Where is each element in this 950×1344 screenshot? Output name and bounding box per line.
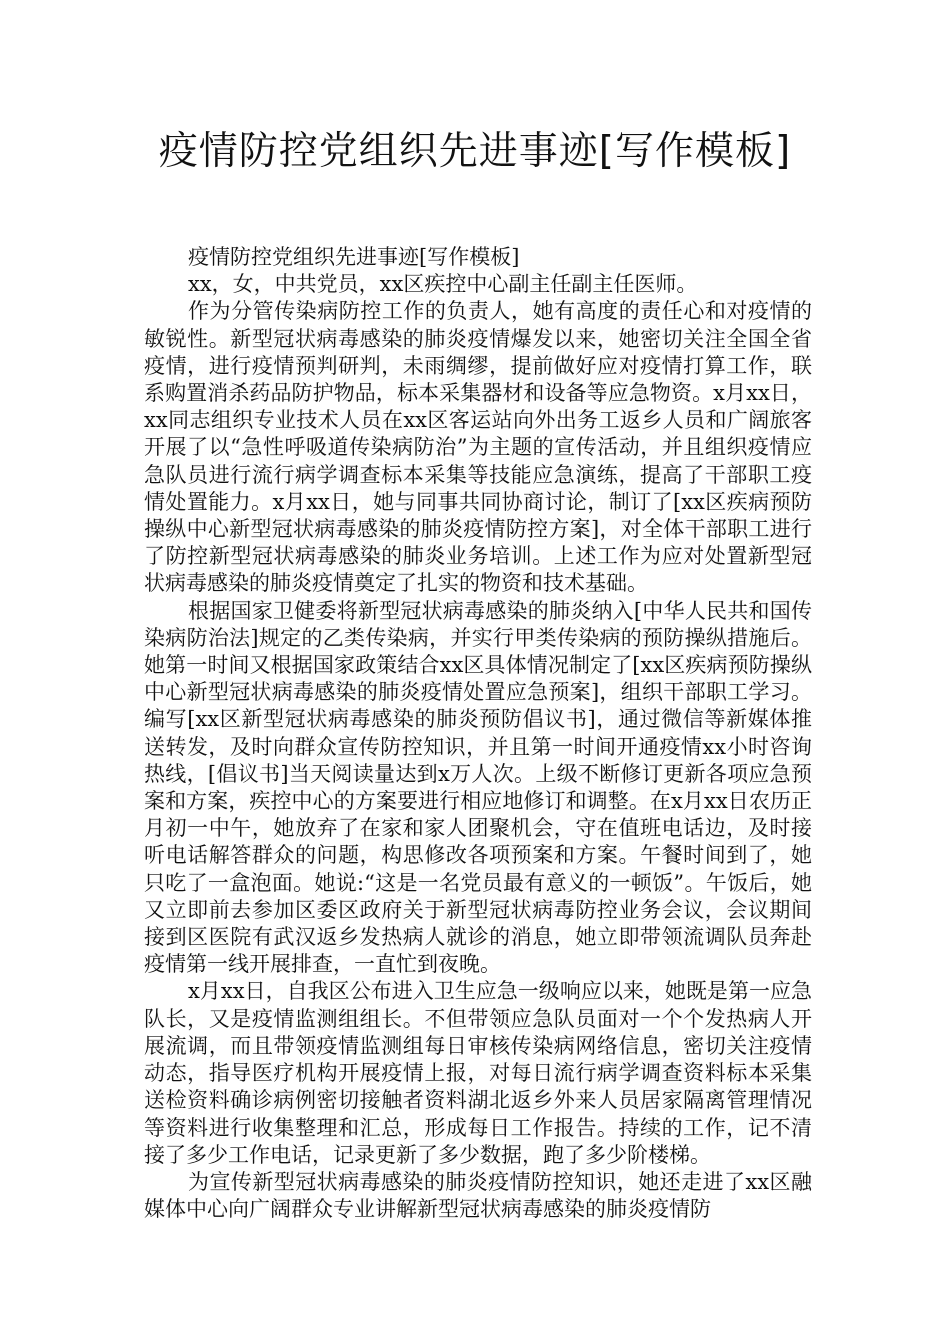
paragraph-publicity: 为宣传新型冠状病毒感染的肺炎疫情防控知识，她还走进了xx区融媒体中心向广阔群众专业讲解新型冠状病毒感染的肺炎疫情防 <box>144 1169 812 1222</box>
paragraph-intro: xx，女，中共党员，xx区疾控中心副主任副主任医师。 <box>188 272 698 297</box>
document-body <box>144 244 812 1223</box>
paragraph-subtitle: 疫情防控党组织先进事迹[写作模板] <box>188 245 520 269</box>
paragraph-monitoring: x月xx日，自我区公布进入卫生应急一级响应以来，她既是第一应急队长，又是疫情监测组组长。不但带领应急队员面对一个个发热病人开展流调，而且带领疫情监测组每日审核传染病网络信息，密切关注疫情动态，指导医疗机构开展疫情上报，对每日流行病学调查资料标本采集送检资料确诊病例密切接触者资料湖北返乡外来人员居家隔离管理情况等资料进行收集整理和汇总，形成每日工作报告。持续的工作，记不清接了多少工作电话，记录更新了多少数据，跑了多少阶楼梯。 <box>144 979 812 1167</box>
paragraph-preparation: 作为分管传染病防控工作的负责人，她有高度的责任心和对疫情的敏锐性。新型冠状病毒感染的肺炎疫情爆发以来，她密切关注全国全省疫情，进行疫情预判研判，未雨绸缪，提前做好应对疫情打算工作，联系购置消杀药品防护物品，标本采集器材和设备等应急物资。x月xx日，xx同志组织专业技术人员在xx区客运站向外出务工返乡人员和广阔旅客开展了以“急性呼吸道传染病防治”为主题的宣传活动，并且组织疫情应急队员进行流行病学调查标本采集等技能应急演练，提高了干部职工疫情处置能力。x月xx日，她与同事共同协商讨论，制订了[xx区疾病预防操纵中心新型冠状病毒感染的肺炎疫情防控方案]，对全体干部职工进行了防控新型冠状病毒感染的肺炎业务培训。上述工作为应对处置新型冠状病毒感染的肺炎疫情奠定了扎实的物资和技术基础。 <box>144 299 812 596</box>
paragraph-measures: 根据国家卫健委将新型冠状病毒感染的肺炎纳入[中华人民共和国传染病防治法]规定的乙类传染病，并实行甲类传染病的预防操纵措施后。她第一时间又根据国家政策结合xx区具体情况制定了[xx区疾病预防操纵中心新型冠状病毒感染的肺炎疫情处置应急预案]，组织干部职工学习。编写[xx区新型冠状病毒感染的肺炎预防倡议书]，通过微信等新媒体推送转发，及时向群众宣传防控知识，并且第一时间开通疫情xx小时咨询热线，[倡议书]当天阅读量达到x万人次。上级不断修订更新各项应急预案和方案，疾控中心的方案要进行相应地修订和调整。在x月xx日农历正月初一中午，她放弃了在家和家人团聚机会，守在值班电话边，及时接听电话解答群众的问题，构思修改各项预案和方案。午餐时间到了，她只吃了一盒泡面。她说:“这是一名党员最有意义的一顿饭”。午饭后，她又立即前去参加区委区政府关于新型冠状病毒防控业务会议，会议期间接到区医院有武汉返乡发热病人就诊的消息，她立即带领流调队员奔赴疫情第一线开展排查，一直忙到夜晚。 <box>144 598 812 977</box>
document-title: 疫情防控党组织先进事迹[写作模板] <box>158 129 792 174</box>
